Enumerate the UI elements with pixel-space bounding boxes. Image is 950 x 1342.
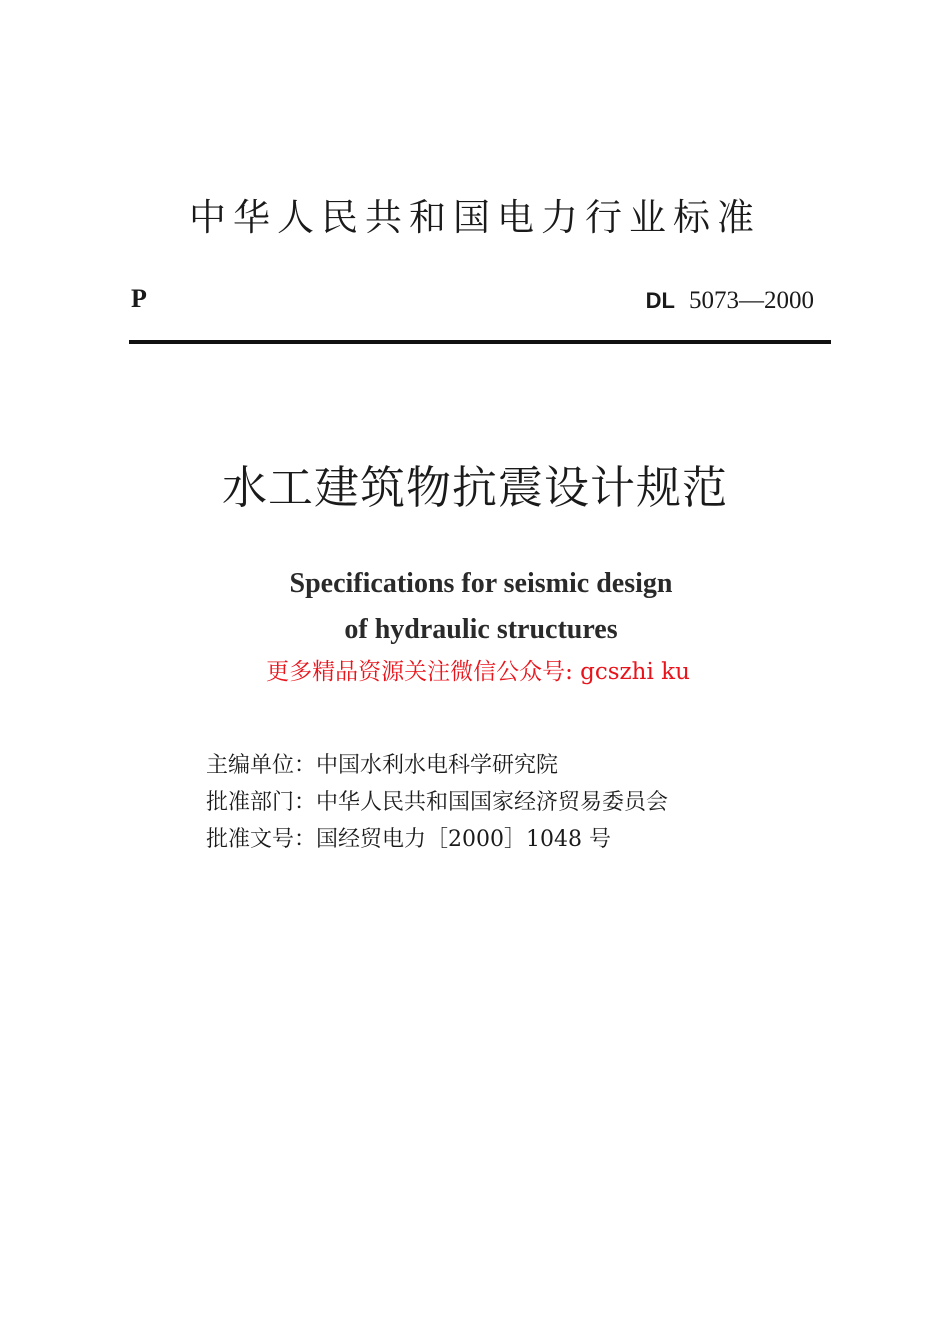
editor-unit: 主编单位：中国水利水电科学研究院 xyxy=(206,753,559,778)
header-rule xyxy=(129,340,831,344)
approving-department: 批准部门：中华人民共和国国家经济贸易委员会 xyxy=(206,790,669,815)
approval-document-number: 批准文号：国经贸电力［2000］1048 号 xyxy=(206,827,611,852)
standard-prefix: DL xyxy=(645,288,675,313)
category-code: P xyxy=(131,284,147,313)
issuer-header: 中华人民共和国电力行业标准 xyxy=(189,196,761,239)
promo-text: 更多精品资源关注微信公众号: gcszhi ku xyxy=(266,659,690,685)
standard-number xyxy=(646,286,814,318)
title-english-line1: Specifications for seismic design xyxy=(289,568,673,599)
title-english-line2: of hydraulic structures xyxy=(344,614,618,645)
standard-code: 5073—2000 xyxy=(689,287,814,314)
title-chinese: 水工建筑物抗震设计规范 xyxy=(221,461,728,514)
